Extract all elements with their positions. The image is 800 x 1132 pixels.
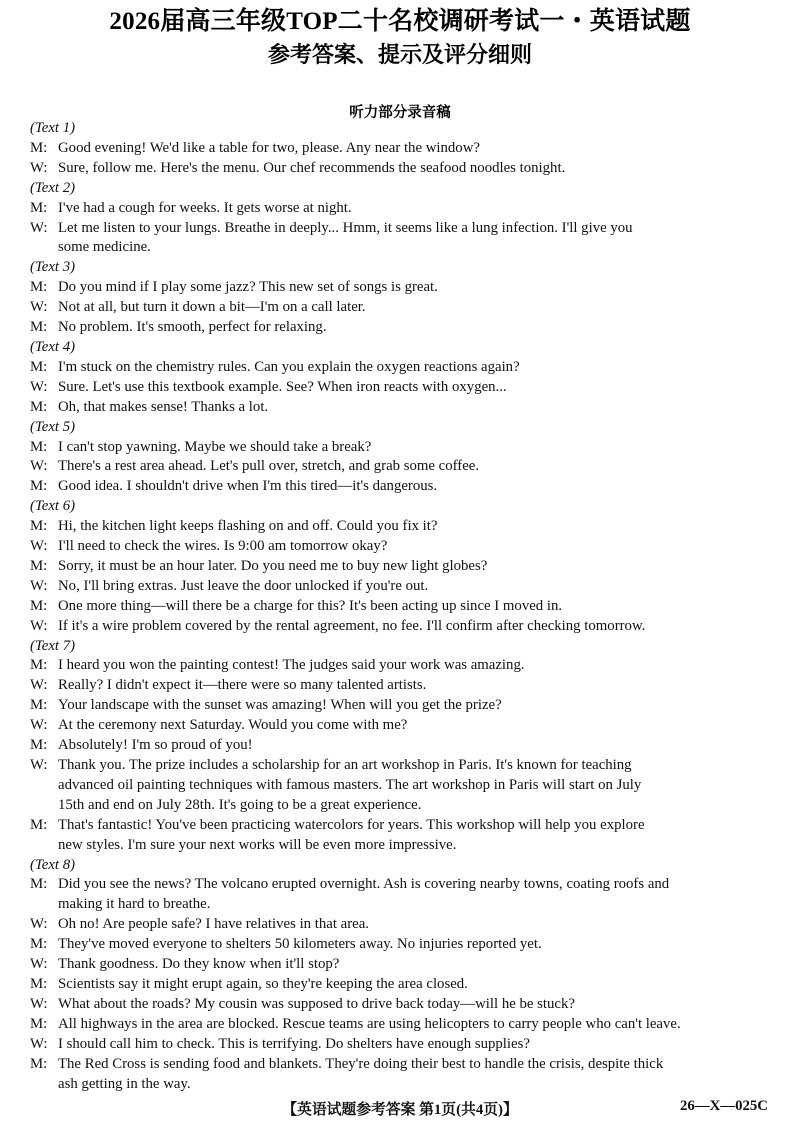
text-heading (30, 856, 770, 876)
transcript-body (30, 119, 770, 1094)
transcript-line (30, 1015, 770, 1035)
transcript-line (30, 537, 770, 557)
transcript-line (30, 836, 770, 856)
speaker-label: W: (30, 717, 48, 734)
line-text: Hi, the kitchen light keeps flashing on and off. Could you fix it? (58, 518, 438, 535)
speaker-label: W: (30, 916, 48, 933)
line-text: I should call him to check. This is terrifying. Do shelters have enough supplies? (58, 1035, 530, 1052)
transcript-line (30, 438, 770, 458)
transcript-line (30, 457, 770, 477)
speaker-label: M: (30, 1055, 48, 1072)
transcript-line (30, 378, 770, 398)
transcript-line (30, 597, 770, 617)
speaker-label: M: (30, 319, 48, 336)
line-text: That's fantastic! You've been practicing watercolors for years. This workshop will help you explore (58, 816, 645, 833)
speaker-label: M: (30, 876, 48, 893)
speaker-label: W: (30, 995, 48, 1012)
transcript-line (30, 915, 770, 935)
speaker-label: W: (30, 757, 48, 773)
transcript-line (30, 756, 770, 776)
line-text: One more thing—will there be a charge for this? It's been acting up since I moved in. (58, 597, 563, 614)
line-text: I heard you won the painting contest! The judges said your work was amazing. (58, 657, 525, 674)
line-text: Oh, that makes sense! Thanks a lot. (58, 398, 269, 415)
transcript-line (30, 278, 770, 298)
text-heading (30, 637, 770, 657)
transcript-line (30, 219, 770, 239)
speaker-label: M: (30, 816, 48, 833)
transcript-line (30, 895, 770, 915)
text-heading (30, 179, 770, 199)
line-text: At the ceremony next Saturday. Would you come with me? (58, 717, 408, 734)
line-text: They've moved everyone to shelters 50 kilometers away. No injuries reported yet. (58, 936, 542, 953)
line-text: Thank you. The prize includes a scholarship for an art workshop in Paris. It's known for teaching (58, 757, 632, 773)
page-title: 2026届高三年级TOP二十名校调研考试一・英语试题 (109, 8, 691, 35)
line-text: I can't stop yawning. Maybe we should take a break? (58, 438, 372, 455)
transcript-line (30, 875, 770, 895)
speaker-label: W: (30, 299, 48, 316)
transcript-line (30, 238, 770, 258)
speaker-label: W: (30, 538, 48, 555)
transcript-line (30, 696, 770, 716)
speaker-label: W: (30, 577, 48, 594)
transcript-line (30, 1055, 770, 1075)
transcript-line (30, 776, 770, 796)
transcript-line (30, 139, 770, 159)
transcript-line (30, 517, 770, 537)
transcript-line (30, 199, 770, 219)
speaker-label: M: (30, 139, 48, 156)
speaker-label: W: (30, 378, 48, 395)
line-text: I've had a cough for weeks. It gets worse at night. (58, 199, 352, 216)
line-text: some medicine. (58, 239, 151, 256)
speaker-label: M: (30, 597, 48, 614)
transcript-line (30, 676, 770, 696)
line-text: Did you see the news? The volcano erupted overnight. Ash is covering nearby towns, coating roofs and (58, 876, 670, 893)
text-heading-label: (Text 1) (30, 120, 76, 136)
text-heading (30, 119, 770, 139)
line-text: Thank goodness. Do they know when it'll stop? (58, 956, 340, 973)
line-text: Sorry, it must be an hour later. Do you need me to buy new light globes? (58, 557, 488, 574)
text-heading (30, 497, 770, 517)
speaker-label: M: (30, 936, 48, 953)
transcript-line (30, 398, 770, 418)
speaker-label: W: (30, 617, 48, 634)
speaker-label: M: (30, 518, 48, 535)
speaker-label: M: (30, 1015, 48, 1032)
speaker-label: W: (30, 159, 48, 176)
transcript-line (30, 577, 770, 597)
transcript-line (30, 995, 770, 1015)
line-text: Sure. Let's use this textbook example. See? When iron reacts with oxygen... (58, 378, 507, 395)
line-text: No problem. It's smooth, perfect for relaxing. (58, 319, 327, 336)
transcript-line (30, 955, 770, 975)
transcript-line (30, 656, 770, 676)
text-heading-label: (Text 3) (30, 259, 76, 276)
line-text: If it's a wire problem covered by the rental agreement, no fee. I'll confirm after checking tomorrow. (58, 617, 646, 634)
text-heading-label: (Text 6) (30, 498, 76, 515)
speaker-label: W: (30, 677, 48, 694)
section-heading: 听力部分录音稿 (349, 105, 451, 121)
line-text: Good evening! We'd like a table for two, please. Any near the window? (58, 139, 480, 156)
text-heading-label: (Text 7) (30, 637, 76, 654)
transcript-line (30, 159, 770, 179)
speaker-label: M: (30, 398, 48, 415)
speaker-label: W: (30, 1035, 48, 1052)
line-text: making it hard to breathe. (58, 896, 211, 913)
transcript-line (30, 1035, 770, 1055)
speaker-label: M: (30, 438, 48, 455)
line-text: Your landscape with the sunset was amazing! When will you get the prize? (58, 697, 502, 714)
transcript-line (30, 1075, 770, 1095)
speaker-label: M: (30, 557, 48, 574)
transcript-line (30, 816, 770, 836)
line-text: What about the roads? My cousin was supposed to drive back today—will he be stuck? (58, 995, 575, 1012)
transcript-line (30, 557, 770, 577)
speaker-label: M: (30, 199, 48, 216)
line-text: Sure, follow me. Here's the menu. Our chef recommends the seafood noodles tonight. (58, 159, 566, 176)
line-text: Really? I didn't expect it—there were so many talented artists. (58, 677, 427, 694)
line-text: The Red Cross is sending food and blankets. They're doing their best to handle the crisis, despite thick (58, 1055, 664, 1072)
text-heading (30, 258, 770, 278)
text-heading (30, 338, 770, 358)
speaker-label: W: (30, 956, 48, 973)
speaker-label: M: (30, 657, 48, 674)
line-text: Absolutely! I'm so proud of you! (58, 737, 253, 754)
transcript-line (30, 935, 770, 955)
speaker-label: M: (30, 279, 48, 296)
line-text: new styles. I'm sure your next works will be even more impressive. (58, 836, 457, 853)
speaker-label: W: (30, 458, 48, 475)
transcript-line (30, 975, 770, 995)
line-text: All highways in the area are blocked. Rescue teams are using helicopters to carry people who can't leave. (58, 1015, 681, 1032)
transcript-line (30, 477, 770, 497)
speaker-label: M: (30, 975, 48, 992)
line-text: ash getting in the way. (58, 1075, 191, 1092)
line-text: 15th and end on July 28th. It's going to be a great experience. (58, 796, 422, 813)
line-text: advanced oil painting techniques with famous masters. The art workshop in Paris will start on July (58, 776, 642, 793)
line-text: Let me listen to your lungs. Breathe in deeply... Hmm, it seems like a lung infection. I'll give you (58, 219, 633, 236)
line-text: Do you mind if I play some jazz? This new set of songs is great. (58, 279, 438, 296)
line-text: I'm stuck on the chemistry rules. Can you explain the oxygen reactions again? (58, 358, 520, 375)
transcript-line (30, 298, 770, 318)
footer-code: 26—X—025C (680, 1098, 768, 1114)
line-text: I'll need to check the wires. Is 9:00 am tomorrow okay? (58, 538, 388, 555)
footer-page-info: 【英语试题参考答案 第1页(共4页)】 (282, 1102, 518, 1118)
transcript-line (30, 736, 770, 756)
speaker-label: M: (30, 697, 48, 714)
line-text: No, I'll bring extras. Just leave the door unlocked if you're out. (58, 577, 429, 594)
line-text: Not at all, but turn it down a bit—I'm on a call later. (58, 299, 366, 316)
speaker-label: M: (30, 358, 48, 375)
text-heading-label: (Text 4) (30, 338, 76, 355)
line-text: There's a rest area ahead. Let's pull over, stretch, and grab some coffee. (58, 458, 480, 475)
speaker-label: M: (30, 478, 48, 495)
transcript-line (30, 617, 770, 637)
speaker-label: W: (30, 219, 48, 236)
page-footer (0, 1098, 800, 1124)
page-subtitle: 参考答案、提示及评分细则 (267, 42, 532, 67)
text-heading-label: (Text 8) (30, 856, 76, 873)
text-heading (30, 418, 770, 438)
transcript-line (30, 318, 770, 338)
line-text: Oh no! Are people safe? I have relatives in that area. (58, 916, 370, 933)
text-heading-label: (Text 5) (30, 418, 76, 435)
transcript-line (30, 358, 770, 378)
speaker-label: M: (30, 737, 48, 754)
transcript-line (30, 796, 770, 816)
line-text: Good idea. I shouldn't drive when I'm this tired—it's dangerous. (58, 478, 438, 495)
text-heading-label: (Text 2) (30, 179, 76, 196)
line-text: Scientists say it might erupt again, so they're keeping the area closed. (58, 975, 468, 992)
transcript-line (30, 716, 770, 736)
